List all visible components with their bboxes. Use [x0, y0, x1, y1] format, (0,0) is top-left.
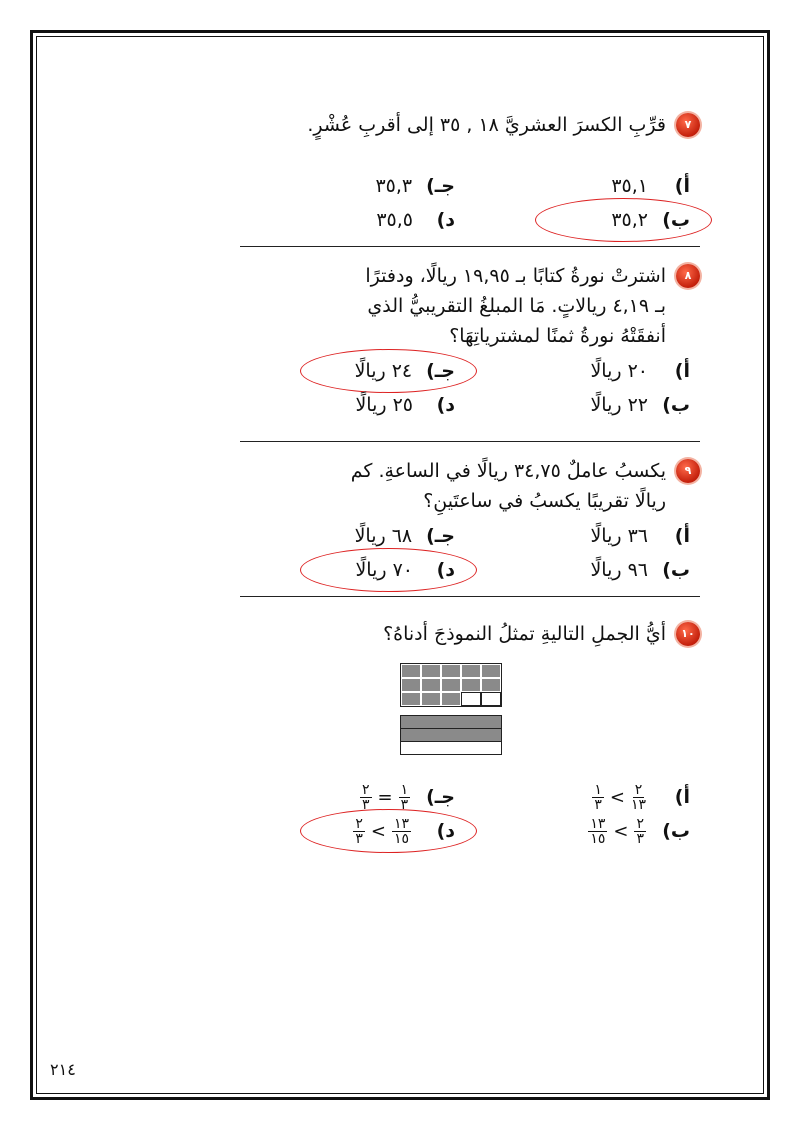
question-text-line: اشترتْ نورةُ كتابًا بـ ١٩,٩٥ ريالًا، ودفترًا: [365, 265, 666, 287]
option-c[interactable]: [240, 170, 455, 202]
option-value: ٣٥,١: [611, 175, 648, 197]
option-letter: ب): [662, 209, 690, 231]
option-c[interactable]: [240, 520, 455, 552]
fraction: $\frac{٢}{٣}$: [636, 815, 644, 847]
question-9: [240, 456, 700, 586]
fraction: $\frac{٢}{١٣}$: [630, 781, 646, 813]
question-number-badge: ٩: [676, 459, 700, 483]
fraction-comparison: [586, 817, 648, 846]
question-text-line: بـ ٤,١٩ ريالاتٍ. مَا المبلغُ التقريبيُّ الذي: [367, 295, 666, 317]
fraction-comparison: [351, 817, 413, 846]
option-letter: ب): [662, 559, 690, 581]
question-text: أيُّ الجملِ التاليةِ تمثلُ النموذجَ أدناهُ؟: [383, 623, 666, 645]
question-text-line: يكسبُ عاملٌ ٣٤,٧٥ ريالًا في الساعةِ. كم: [350, 460, 666, 482]
option-value: ٧٠ ريالًا: [355, 559, 413, 581]
option-a[interactable]: [475, 781, 690, 813]
comparison-operator: <: [613, 820, 629, 842]
option-value: ٢٢ ريالًا: [590, 394, 648, 416]
option-letter: أ): [674, 525, 690, 547]
grid-model-fifteenths: [400, 663, 502, 707]
option-d[interactable]: [240, 204, 455, 236]
option-value: ٣٥,٣: [375, 175, 413, 197]
section-divider: [240, 441, 700, 442]
comparison-operator: <: [609, 786, 625, 808]
page-number: ٢١٤: [50, 1060, 76, 1079]
option-d[interactable]: [240, 554, 455, 586]
option-b[interactable]: [475, 815, 690, 847]
fraction: $\frac{١}{٣}$: [400, 781, 409, 813]
option-c[interactable]: [240, 355, 455, 387]
option-b[interactable]: [475, 554, 690, 586]
option-value: ٢٤ ريالًا: [354, 360, 413, 382]
fraction: $\frac{٢}{٣}$: [361, 781, 370, 813]
option-letter: د): [436, 209, 455, 231]
option-letter: أ): [674, 360, 690, 382]
option-value: ٣٦ ريالًا: [590, 525, 648, 547]
option-value: ٢٠ ريالًا: [590, 360, 648, 382]
option-c[interactable]: [240, 781, 455, 813]
question-7: [240, 110, 700, 236]
fraction-comparison: [358, 783, 412, 812]
comparison-operator: =: [377, 786, 393, 808]
option-letter: أ): [674, 175, 690, 197]
option-value: ٣٥,٥: [376, 209, 413, 231]
option-b[interactable]: [475, 389, 690, 421]
option-letter: جـ): [426, 175, 455, 197]
option-letter: ب): [662, 394, 690, 416]
option-a[interactable]: [475, 355, 690, 387]
bar-model-thirds: [400, 715, 502, 755]
question-text-line: أنفقَتْهُ نورةُ ثمنًا لمشترياتِهَا؟: [449, 325, 666, 347]
option-letter: د): [436, 820, 455, 842]
fraction: $\frac{١٣}{١٥}$: [590, 815, 606, 847]
question-8: [240, 261, 700, 421]
comparison-operator: <: [370, 820, 386, 842]
option-letter: ب): [662, 820, 690, 842]
option-a[interactable]: [475, 170, 690, 202]
option-d[interactable]: [240, 815, 455, 847]
fraction: $\frac{٢}{٣}$: [355, 815, 363, 847]
option-value: ٩٦ ريالًا: [590, 559, 648, 581]
option-letter: جـ): [426, 786, 455, 808]
option-letter: د): [436, 394, 455, 416]
option-b[interactable]: [475, 204, 690, 236]
option-value: ٢٥ ريالًا: [355, 394, 413, 416]
option-letter: د): [436, 559, 455, 581]
option-a[interactable]: [475, 520, 690, 552]
fraction: $\frac{١٣}{١٥}$: [393, 815, 409, 847]
question-text: قرِّبِ الكسرَ العشريَّ ١٨ , ٣٥ إلى أقربِ عُشْرٍ.: [307, 114, 666, 136]
option-value: ٣٥,٢: [611, 209, 648, 231]
question-10: [240, 619, 700, 847]
question-text-line: ريالًا تقريبًا يكسبُ في ساعتَينِ؟: [423, 490, 666, 512]
option-letter: أ): [674, 786, 690, 808]
option-letter: جـ): [426, 525, 455, 547]
fraction-model: [240, 663, 700, 755]
section-divider: [240, 596, 700, 597]
section-divider: [240, 246, 700, 247]
option-d[interactable]: [240, 389, 455, 421]
worksheet: [240, 110, 700, 847]
option-value: ٦٨ ريالًا: [354, 525, 413, 547]
option-letter: جـ): [426, 360, 455, 382]
question-number-badge: ١٠: [676, 622, 700, 646]
question-number-badge: ٨: [676, 264, 700, 288]
question-number-badge: ٧: [676, 113, 700, 137]
fraction: $\frac{١}{٣}$: [594, 781, 602, 813]
fraction-comparison: [590, 783, 648, 812]
